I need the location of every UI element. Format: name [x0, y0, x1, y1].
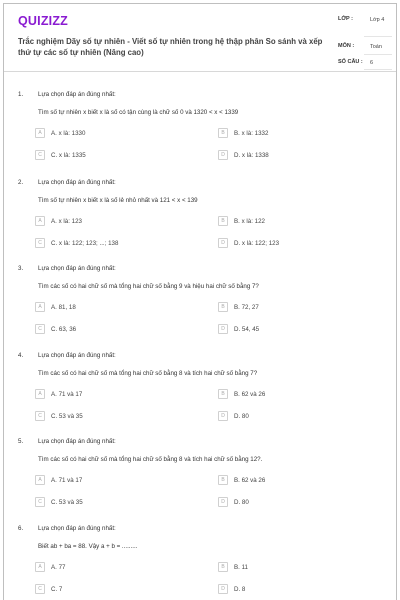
option-letter-box[interactable]: D: [218, 584, 228, 594]
option-letter-box[interactable]: B: [218, 128, 228, 138]
option-letter-box[interactable]: B: [218, 475, 228, 485]
option-text: B. x là: 1332: [234, 129, 269, 137]
question-number: 5.: [18, 438, 24, 445]
option-letter-box[interactable]: A: [35, 128, 45, 138]
question-text: Tìm các số có hai chữ số mà tổng hai chữ số bằng 8 và tích hai chữ số bằng 7?: [38, 370, 258, 377]
grade-value: Lớp 4: [370, 17, 385, 23]
question-text: Tìm các số có hai chữ số mà tổng hai chữ số bằng 9 và hiệu hai chữ số bằng 7?: [38, 283, 259, 290]
option-letter-box[interactable]: B: [218, 389, 228, 399]
option-letter-box[interactable]: D: [218, 497, 228, 507]
option-letter-box[interactable]: A: [35, 475, 45, 485]
question-number: 4.: [18, 352, 24, 359]
worksheet-page: [3, 3, 397, 600]
option-letter-box[interactable]: C: [35, 324, 45, 334]
option-letter-box[interactable]: A: [35, 216, 45, 226]
question-prompt: Lựa chọn đáp án đúng nhất:: [38, 265, 116, 272]
option-letter-box[interactable]: C: [35, 497, 45, 507]
option-letter-box[interactable]: A: [35, 562, 45, 572]
option-text: C. x là: 1335: [51, 151, 86, 159]
subject-divider: [364, 54, 392, 55]
option-text: B. 62 và 26: [234, 476, 266, 484]
option-text: A. 71 và 17: [51, 476, 83, 484]
worksheet-title: Trắc nghiệm Dãy số tự nhiên - Viết số tự nhiên trong hệ thập phân So sánh và xếp thứ tự các số tự nhiên (Nâng cao): [18, 37, 323, 57]
option-text: D. 80: [234, 498, 249, 506]
question-prompt: Lựa chọn đáp án đúng nhất:: [38, 438, 116, 445]
question-number: 1.: [18, 91, 24, 98]
question-prompt: Lựa chọn đáp án đúng nhất:: [38, 179, 116, 186]
option-letter-box[interactable]: C: [35, 238, 45, 248]
option-text: A. 77: [51, 563, 66, 571]
option-letter-box[interactable]: C: [35, 584, 45, 594]
option-text: D. 80: [234, 412, 249, 420]
option-letter-box[interactable]: D: [218, 411, 228, 421]
question-text: Biết ab + ba = 88. Vậy a + b = .........: [38, 543, 138, 550]
grade-label: LỚP :: [338, 16, 353, 22]
subject-value: Toán: [370, 44, 382, 50]
question-prompt: Lựa chọn đáp án đúng nhất:: [38, 352, 116, 359]
option-text: A. 81, 18: [51, 303, 76, 311]
question-text: Tìm các số có hai chữ số mà tổng hai chữ số bằng 8 và tích hai chữ số bằng 12?.: [38, 456, 263, 463]
option-text: C. 53 và 35: [51, 412, 83, 420]
option-text: D. 8: [234, 585, 246, 593]
question-text: Tìm số tự nhiên x biết x là số lẻ nhỏ nhất và 121 < x < 139: [38, 197, 198, 204]
option-text: B. 62 và 26: [234, 390, 266, 398]
quizizz-logo: QUIZIZZ: [18, 14, 69, 28]
option-letter-box[interactable]: D: [218, 238, 228, 248]
option-text: A. 71 và 17: [51, 390, 83, 398]
option-letter-box[interactable]: B: [218, 216, 228, 226]
grade-divider: [364, 36, 392, 37]
option-letter-box[interactable]: C: [35, 150, 45, 160]
option-letter-box[interactable]: B: [218, 562, 228, 572]
option-text: B. x là: 122: [234, 217, 265, 225]
option-text: A. x là: 1330: [51, 129, 86, 137]
option-letter-box[interactable]: A: [35, 389, 45, 399]
question-number: 3.: [18, 265, 24, 272]
option-text: C. 53 và 35: [51, 498, 83, 506]
question-count-label: SỐ CÂU :: [338, 59, 363, 65]
option-letter-box[interactable]: C: [35, 411, 45, 421]
option-letter-box[interactable]: D: [218, 324, 228, 334]
option-letter-box[interactable]: D: [218, 150, 228, 160]
option-text: C. x là: 122; 123; ...; 138: [51, 239, 119, 247]
option-letter-box[interactable]: B: [218, 302, 228, 312]
subject-label: MÔN :: [338, 43, 355, 49]
option-text: D. x là: 1338: [234, 151, 269, 159]
option-text: D. x là: 122; 123: [234, 239, 280, 247]
option-letter-box[interactable]: A: [35, 302, 45, 312]
option-text: A. x là: 123: [51, 217, 82, 225]
question-number: 2.: [18, 179, 24, 186]
option-text: C. 7: [51, 585, 63, 593]
option-text: D. 54, 45: [234, 325, 260, 333]
question-count-value: 6: [370, 60, 374, 66]
question-number: 6.: [18, 525, 24, 532]
option-text: B. 11: [234, 563, 248, 571]
question-prompt: Lựa chọn đáp án đúng nhất:: [38, 91, 116, 98]
worksheet-header: [4, 4, 396, 72]
question-text: Tìm số tự nhiên x biết x là số có tận cùng là chữ số 0 và 1320 < x < 1339: [38, 109, 239, 116]
option-text: C. 63, 36: [51, 325, 77, 333]
option-text: B. 72, 27: [234, 303, 259, 311]
question-prompt: Lựa chọn đáp án đúng nhất:: [38, 525, 116, 532]
count-divider: [364, 69, 392, 70]
